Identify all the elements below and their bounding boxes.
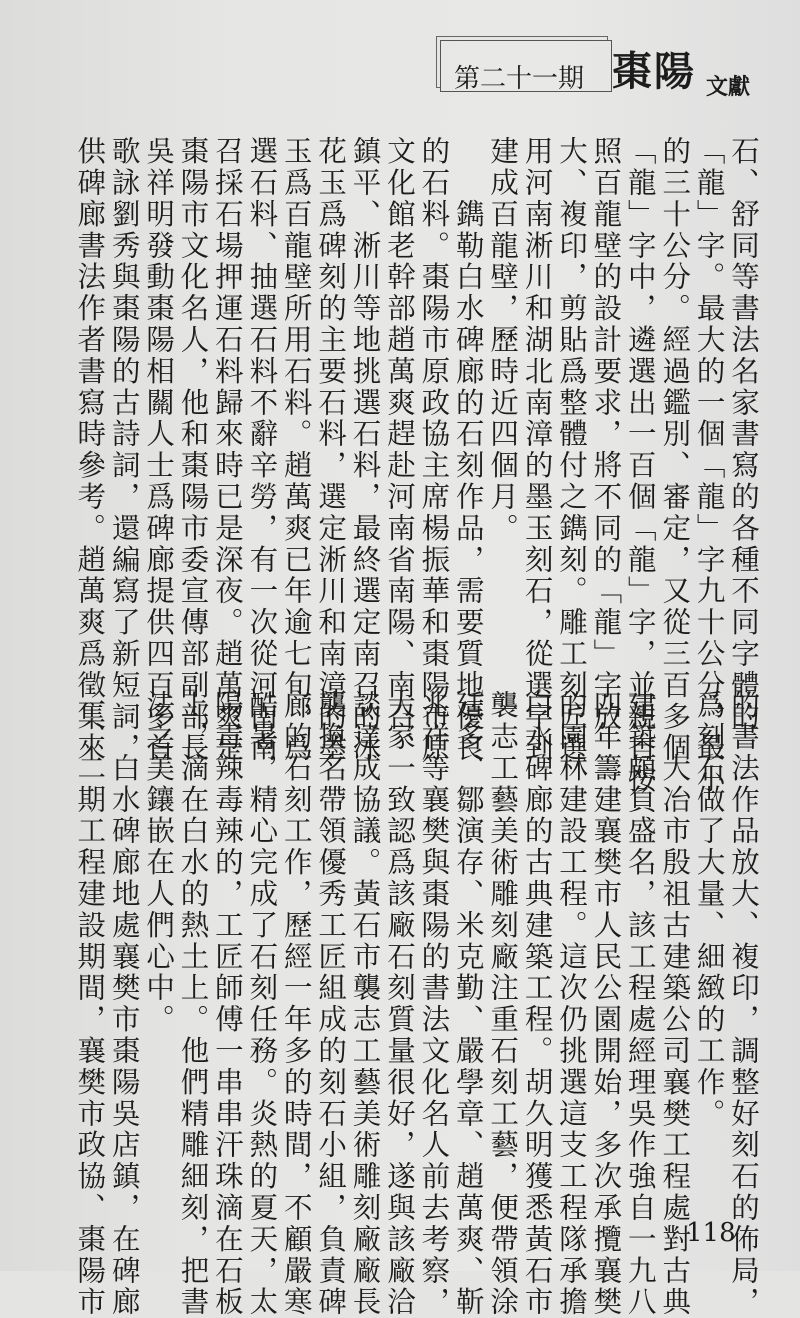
text-column: 石、舒同等書法名家書寫的各種不同字體的 bbox=[727, 136, 760, 733]
text-column: 大家一致認爲該廠石刻質量很好，遂與該廠洽 bbox=[382, 690, 416, 1318]
issue-number: 第二十一期 bbox=[454, 64, 585, 94]
text-column: 大、複印，剪貼爲整體付之鐫刻。雕工刻匠選 bbox=[554, 136, 588, 764]
text-column: 四年籌建襄樊市人民公園開始，多次承攬襄樊 bbox=[589, 690, 623, 1318]
text-column: 酷暑，精心完成了石刻任務。炎熱的夏天，太 bbox=[245, 690, 279, 1318]
text-column: 一、二期工程建設期間，襄樊市政協、棗陽市 bbox=[73, 690, 107, 1318]
journal-logo-subtitle: 文獻 bbox=[706, 74, 751, 100]
text-column: 「龍」字。最大的一個「龍」字九十公分，最小 bbox=[692, 136, 726, 796]
journal-logo: 棗陽 bbox=[612, 49, 696, 95]
text-column: 鐫勒白水碑廊的石刻作品，需要質地優良 bbox=[451, 136, 485, 764]
text-column: 襲換名帶領優秀工匠組成的刻石小組，負責碑 bbox=[314, 690, 348, 1318]
text-column: 歌詠劉秀與棗陽的古詩詞，還編寫了新短詞， bbox=[107, 136, 141, 764]
text-column: 鎮平、淅川等地挑選石料，最終選定南召的冰 bbox=[348, 136, 382, 764]
text-column: 的園林建設工程。這次仍挑選這支工程隊承擔 bbox=[554, 690, 588, 1318]
text-column: 選石料、抽選石料不辭辛勞，有一次從河南南 bbox=[245, 136, 279, 764]
page-number: 118 bbox=[686, 1218, 736, 1248]
text-column: 白水碑廊的古典建築工程。胡久明獲悉黃石市 bbox=[520, 690, 554, 1318]
text-column: 的三十公分。經過鑑別、審定，又從三百多個 bbox=[658, 136, 692, 764]
text-column: 廊的石刻工作，歷經一年多的時間，不顧嚴寒 bbox=[279, 690, 313, 1318]
text-column: 兆祥等襄樊與棗陽的書法文化名人前去考察， bbox=[417, 690, 451, 1318]
text-column: 的書法作品放大、複印，調整好刻石的佈局， bbox=[727, 690, 760, 1318]
text-column: 大冶市殷祖古建築公司襄樊工程處對古典 bbox=[658, 690, 692, 1318]
text-column: 棗陽市文化名人，他和棗陽市委宣傳部副部長 bbox=[176, 136, 210, 764]
text-column: 談達成協議。黃石市襲志工藝美術雕刻廠廠長 bbox=[348, 690, 382, 1318]
text-column: 花玉爲碑刻的主要石料，選定淅川和南漳的墨 bbox=[314, 136, 348, 764]
text-column: 供碑廊書法作者書寫時參考。趙萬爽爲徵集來 bbox=[73, 136, 107, 764]
text-column: 照百龍壁的設計要求，將不同的「龍」字放 bbox=[589, 136, 623, 733]
text-column: 陽毒辣毒辣的，工匠師傅一串串汗珠滴在石板 bbox=[210, 690, 244, 1318]
text-column: 白水碑廊地處襄樊市棗陽吳店鎮，在碑廊 bbox=[107, 690, 141, 1318]
text-column: 爲刻石做了大量、細緻的工作。 bbox=[692, 690, 726, 1130]
text-column: 建築頗負盛名，該工程處經理吳作強自一九八 bbox=[623, 690, 657, 1318]
text-column: 「龍」字中，遴選出一百個「龍」字，並親自按 bbox=[623, 136, 657, 796]
text-column: 文化館老幹部趙萬爽趕赴河南省南陽、南召、 bbox=[382, 136, 416, 764]
text-column: 襲志工藝美術雕刻廠注重石刻工藝，便帶領涂 bbox=[486, 690, 520, 1318]
text-column: 廷多、鄒演存、米克勤、嚴學章、趙萬爽、靳 bbox=[451, 690, 485, 1318]
text-column: 建成百龍壁，歷時近四個月。 bbox=[486, 136, 520, 545]
text-column: 用河南淅川和湖北南漳的墨玉刻石，從選字到 bbox=[520, 136, 554, 764]
text-column: 的石料。棗陽市原政協主席楊振華和棗陽市原 bbox=[417, 136, 451, 764]
text-column: 吳祥明發動棗陽相關人士爲碑廊提供四百多首 bbox=[142, 136, 176, 764]
text-column: 上，滴在白水的熱土上。他們精雕細刻，把書 bbox=[176, 690, 210, 1318]
text-column: 召採石場押運石料歸來時已是深夜。趙萬爽是 bbox=[210, 136, 244, 764]
top-text-block bbox=[72, 136, 760, 796]
text-column: 玉爲百龍壁所用石料。趙萬爽已年逾七旬，爲 bbox=[279, 136, 313, 764]
text-column: 法之美鑲嵌在人們心中。 bbox=[142, 690, 176, 1036]
